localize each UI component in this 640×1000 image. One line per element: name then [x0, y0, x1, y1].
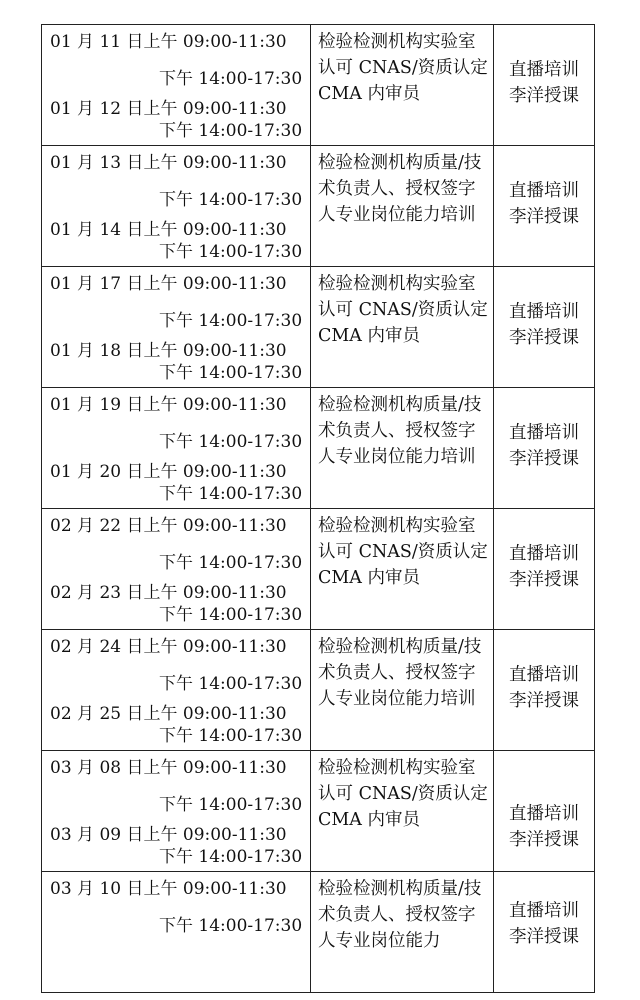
mode-line-1: 直播培训	[509, 181, 579, 201]
day1-morning-time: 01 月 11 日上午 09:00-11:30	[50, 32, 287, 52]
delivery-mode	[494, 630, 594, 714]
day2-morning-time: 01 月 12 日上午 09:00-11:30	[50, 99, 287, 119]
day2-afternoon-time: 下午 14:00-17:30	[159, 605, 303, 625]
delivery-mode	[494, 751, 594, 853]
date-lines	[42, 509, 310, 629]
mode-cell	[494, 25, 595, 146]
schedule-table	[41, 24, 595, 993]
delivery-mode	[494, 388, 594, 472]
mode-line-2: 李洋授课	[509, 449, 579, 469]
mode-line-2: 李洋授课	[509, 86, 579, 106]
mode-cell	[494, 267, 595, 388]
table-row	[42, 630, 595, 751]
day2-morning-time: 02 月 23 日上午 09:00-11:30	[50, 583, 287, 603]
day2-morning-time: 03 月 09 日上午 09:00-11:30	[50, 825, 287, 845]
course-name: 检验检测机构质量/技术负责人、授权签字人专业岗位能力培训	[318, 153, 482, 225]
course-cell	[311, 872, 494, 993]
mode-line-1: 直播培训	[509, 302, 579, 322]
date-cell	[42, 25, 311, 146]
course-name: 检验检测机构实验室认可 CNAS/资质认定 CMA 内审员	[318, 758, 488, 830]
table-row	[42, 267, 595, 388]
date-cell	[42, 872, 311, 993]
mode-line-2: 李洋授课	[509, 927, 579, 947]
date-lines	[42, 630, 310, 750]
day1-morning-time: 03 月 10 日上午 09:00-11:30	[50, 879, 287, 899]
course-name: 检验检测机构质量/技术负责人、授权签字人专业岗位能力	[318, 879, 482, 951]
mode-line-2: 李洋授课	[509, 691, 579, 711]
day1-afternoon-time: 下午 14:00-17:30	[159, 311, 303, 331]
day2-afternoon-time: 下午 14:00-17:30	[159, 242, 303, 262]
course-cell	[311, 25, 494, 146]
date-lines	[42, 25, 310, 145]
date-cell	[42, 146, 311, 267]
day1-afternoon-time: 下午 14:00-17:30	[159, 674, 303, 694]
date-lines	[42, 388, 310, 508]
schedule-body	[42, 25, 595, 993]
mode-line-1: 直播培训	[509, 804, 579, 824]
mode-line-2: 李洋授课	[509, 328, 579, 348]
mode-line-1: 直播培训	[509, 665, 579, 685]
day1-afternoon-time: 下午 14:00-17:30	[159, 190, 303, 210]
course-cell	[311, 509, 494, 630]
date-lines	[42, 872, 310, 992]
delivery-mode	[494, 146, 594, 230]
date-cell	[42, 630, 311, 751]
table-row	[42, 751, 595, 872]
day1-morning-time: 02 月 22 日上午 09:00-11:30	[50, 516, 287, 536]
mode-cell	[494, 872, 595, 993]
delivery-mode	[494, 25, 594, 109]
day1-afternoon-time: 下午 14:00-17:30	[159, 916, 303, 936]
table-row	[42, 872, 595, 993]
course-cell	[311, 267, 494, 388]
mode-line-2: 李洋授课	[509, 570, 579, 590]
mode-line-1: 直播培训	[509, 901, 579, 921]
day1-morning-time: 03 月 08 日上午 09:00-11:30	[50, 758, 287, 778]
mode-line-2: 李洋授课	[509, 207, 579, 227]
mode-line-1: 直播培训	[509, 544, 579, 564]
table-row	[42, 146, 595, 267]
day2-afternoon-time: 下午 14:00-17:30	[159, 726, 303, 746]
table-row	[42, 25, 595, 146]
mode-cell	[494, 388, 595, 509]
course-name: 检验检测机构实验室认可 CNAS/资质认定 CMA 内审员	[318, 274, 488, 346]
date-lines	[42, 751, 310, 871]
course-cell	[311, 388, 494, 509]
day1-afternoon-time: 下午 14:00-17:30	[159, 795, 303, 815]
course-cell	[311, 630, 494, 751]
date-cell	[42, 388, 311, 509]
mode-cell	[494, 630, 595, 751]
mode-line-1: 直播培训	[509, 423, 579, 443]
day2-morning-time: 01 月 20 日上午 09:00-11:30	[50, 462, 287, 482]
course-name: 检验检测机构质量/技术负责人、授权签字人专业岗位能力培训	[318, 637, 482, 709]
day1-morning-time: 01 月 13 日上午 09:00-11:30	[50, 153, 287, 173]
day2-afternoon-time: 下午 14:00-17:30	[159, 363, 303, 383]
date-lines	[42, 146, 310, 266]
mode-cell	[494, 751, 595, 872]
date-cell	[42, 267, 311, 388]
day2-afternoon-time: 下午 14:00-17:30	[159, 121, 303, 141]
delivery-mode	[494, 872, 594, 950]
date-cell	[42, 751, 311, 872]
mode-cell	[494, 146, 595, 267]
delivery-mode	[494, 267, 594, 351]
table-row	[42, 509, 595, 630]
course-name: 检验检测机构实验室认可 CNAS/资质认定 CMA 内审员	[318, 516, 488, 588]
day1-morning-time: 01 月 17 日上午 09:00-11:30	[50, 274, 287, 294]
day1-afternoon-time: 下午 14:00-17:30	[159, 69, 303, 89]
day2-morning-time: 02 月 25 日上午 09:00-11:30	[50, 704, 287, 724]
delivery-mode	[494, 509, 594, 593]
day2-morning-time: 01 月 18 日上午 09:00-11:30	[50, 341, 287, 361]
date-cell	[42, 509, 311, 630]
course-cell	[311, 751, 494, 872]
date-lines	[42, 267, 310, 387]
day2-morning-time: 01 月 14 日上午 09:00-11:30	[50, 220, 287, 240]
course-name: 检验检测机构实验室认可 CNAS/资质认定 CMA 内审员	[318, 32, 488, 104]
course-cell	[311, 146, 494, 267]
day2-afternoon-time: 下午 14:00-17:30	[159, 847, 303, 867]
day2-afternoon-time: 下午 14:00-17:30	[159, 484, 303, 504]
mode-line-2: 李洋授课	[509, 830, 579, 850]
day1-morning-time: 02 月 24 日上午 09:00-11:30	[50, 637, 287, 657]
mode-line-1: 直播培训	[509, 60, 579, 80]
course-name: 检验检测机构质量/技术负责人、授权签字人专业岗位能力培训	[318, 395, 482, 467]
day1-afternoon-time: 下午 14:00-17:30	[159, 432, 303, 452]
day1-afternoon-time: 下午 14:00-17:30	[159, 553, 303, 573]
table-row	[42, 388, 595, 509]
day1-morning-time: 01 月 19 日上午 09:00-11:30	[50, 395, 287, 415]
mode-cell	[494, 509, 595, 630]
